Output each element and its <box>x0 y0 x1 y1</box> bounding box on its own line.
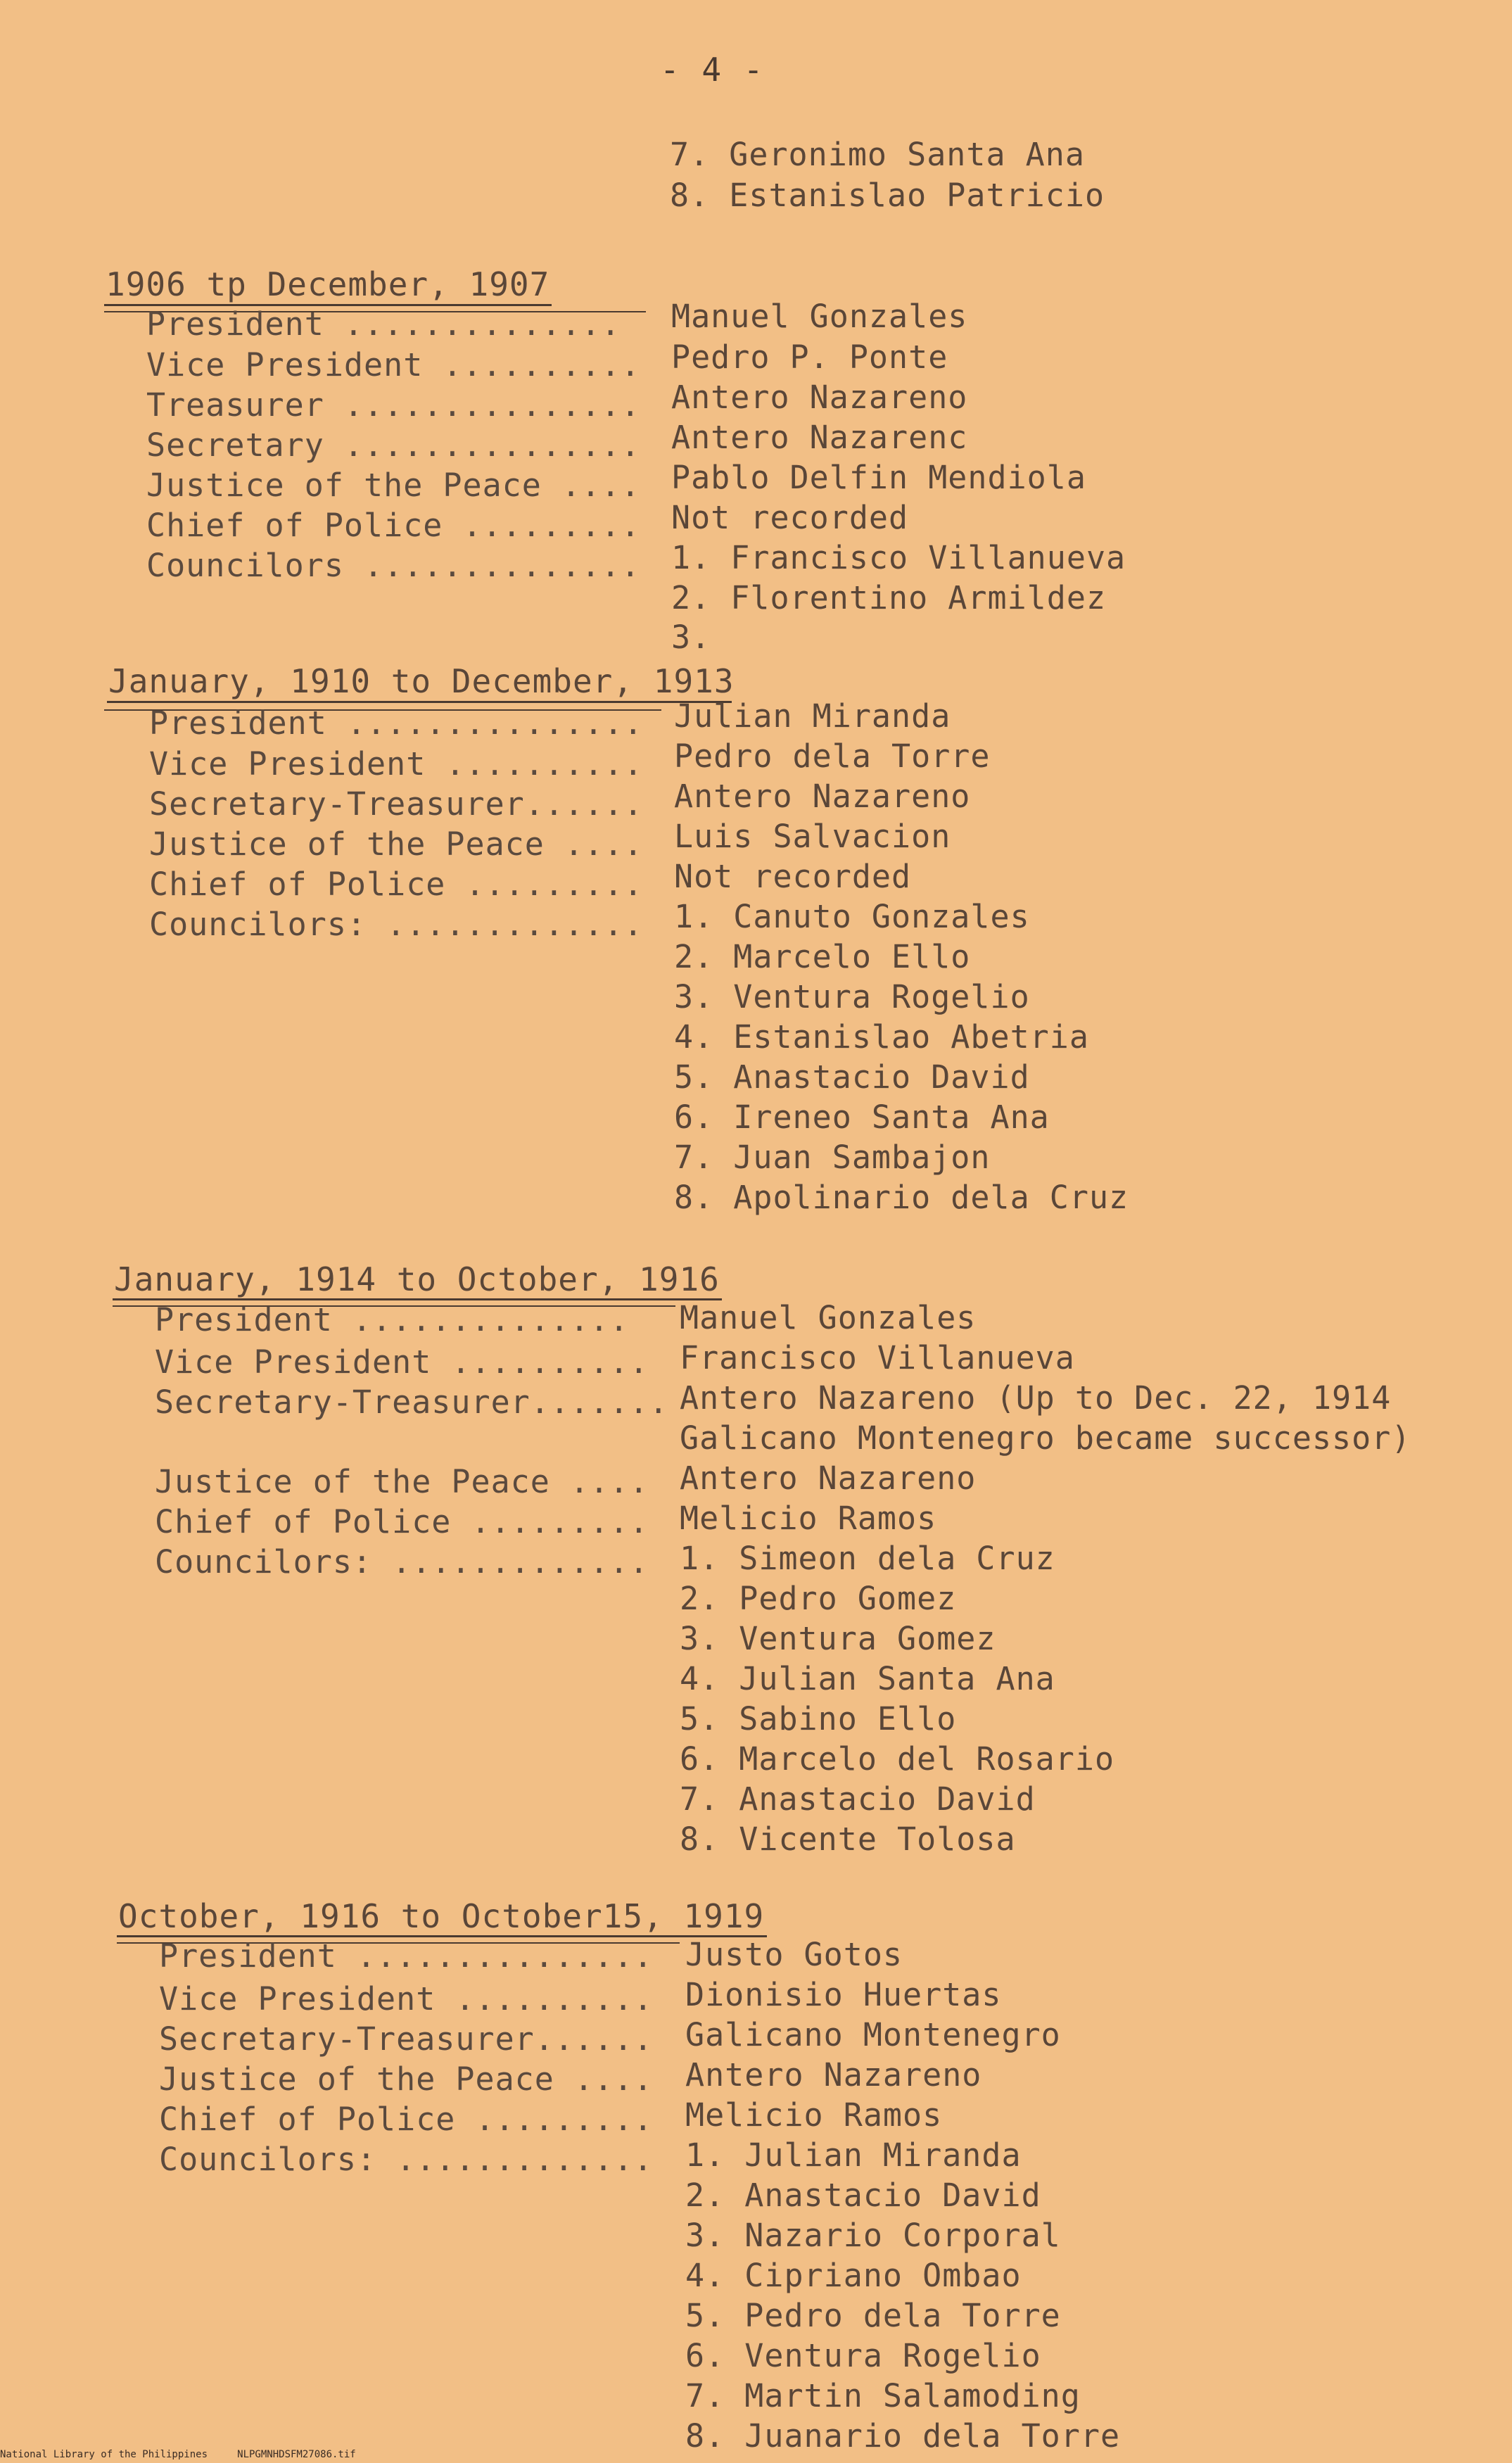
official-name: Galicano Montenegro <box>685 2016 1061 2053</box>
official-name: 2. Pedro Gomez <box>680 1580 957 1617</box>
role-label: President ............... <box>159 1937 654 1975</box>
role-label: Chief of Police ......... <box>155 1503 649 1540</box>
page-number: - 4 - <box>660 51 765 89</box>
official-name: Manuel Gonzales <box>671 298 968 335</box>
role-label: Treasurer ............... <box>146 386 641 424</box>
section-heading: January, 1910 to December, 1913 <box>108 662 735 700</box>
official-name: Dionisio Huertas <box>685 1976 1002 2013</box>
official-name: Antero Nazareno <box>671 379 968 416</box>
carry-over-item: 8. Estanislao Patricio <box>670 177 1105 214</box>
role-label: Secretary ............... <box>146 426 641 464</box>
role-label: Secretary-Treasurer...... <box>149 785 644 823</box>
section-heading: 1906 tp December, 1907 <box>106 265 550 303</box>
official-name: Pedro P. Ponte <box>671 338 948 376</box>
role-label: Justice of the Peace .... <box>149 825 644 863</box>
section-heading: October, 1916 to October15, 1919 <box>118 1897 765 1935</box>
official-name: 4. Estanislao Abetria <box>674 1018 1089 1056</box>
role-label: Chief of Police ......... <box>159 2101 654 2138</box>
role-label: Councilors: ............. <box>155 1543 649 1581</box>
official-name: 6. Ventura Rogelio <box>685 2337 1041 2374</box>
official-name: 3. Nazario Corporal <box>685 2217 1061 2254</box>
official-name: Antero Nazareno <box>674 778 971 815</box>
heading-underline <box>107 701 732 703</box>
official-name: Antero Nazarenc <box>671 419 968 456</box>
official-name: 5. Anastacio David <box>674 1058 1030 1096</box>
role-label: Councilors .............. <box>146 547 641 584</box>
official-name: 4. Julian Santa Ana <box>680 1660 1055 1697</box>
official-name: Antero Nazareno <box>685 2056 982 2094</box>
official-name: 1. Canuto Gonzales <box>674 898 1030 935</box>
official-name: Not recorded <box>674 858 912 895</box>
section-heading: January, 1914 to October, 1916 <box>114 1260 720 1298</box>
official-name: Luis Salvacion <box>674 818 951 855</box>
role-label: Vice President .......... <box>159 1980 654 2018</box>
role-label: Justice of the Peace .... <box>155 1463 649 1500</box>
scan-footer: National Library of the Philippines NLPGMNHDSFM27086.tif <box>0 2449 356 2460</box>
official-name: 8. Juanario dela Torre <box>685 2417 1121 2455</box>
official-name: Pablo Delfin Mendiola <box>671 459 1086 496</box>
official-name: 6. Ireneo Santa Ana <box>674 1098 1050 1136</box>
official-name: 4. Cipriano Ombao <box>685 2257 1022 2294</box>
official-name: Pedro dela Torre <box>674 737 991 775</box>
official-name: 8. Apolinario dela Cruz <box>674 1179 1129 1216</box>
official-name: Manuel Gonzales <box>680 1299 977 1336</box>
official-name: Antero Nazareno (Up to Dec. 22, 1914 <box>680 1379 1392 1417</box>
official-name: 5. Pedro dela Torre <box>685 2297 1061 2334</box>
role-label: Justice of the Peace .... <box>159 2060 654 2098</box>
official-name: 1. Francisco Villanueva <box>671 539 1126 576</box>
role-label: President ............... <box>149 704 644 742</box>
official-name: 6. Marcelo del Rosario <box>680 1740 1115 1778</box>
carry-over-item: 7. Geronimo Santa Ana <box>670 136 1085 173</box>
official-name: 3. Ventura Gomez <box>680 1620 996 1657</box>
role-label: Secretary-Treasurer....... <box>155 1384 669 1421</box>
official-name: 3. <box>671 619 711 656</box>
official-name: Melicio Ramos <box>685 2096 943 2134</box>
role-label: President .............. <box>146 305 621 343</box>
official-name: 7. Martin Salamoding <box>685 2377 1081 2414</box>
official-name: Justo Gotos <box>685 1936 903 1973</box>
role-label: Chief of Police ......... <box>146 507 641 544</box>
role-label: Secretary-Treasurer...... <box>159 2020 654 2058</box>
role-label: Vice President .......... <box>149 745 644 783</box>
role-label: Councilors: ............. <box>159 2141 654 2178</box>
role-label: Vice President .......... <box>146 346 641 384</box>
official-name: 2. Florentino Armildez <box>671 579 1107 616</box>
official-name: 1. Julian Miranda <box>685 2136 1022 2174</box>
role-label: Chief of Police ......... <box>149 866 644 903</box>
official-name: 7. Anastacio David <box>680 1780 1036 1818</box>
role-label: President .............. <box>155 1301 630 1338</box>
official-name: 2. Marcelo Ello <box>674 938 971 975</box>
official-name: 2. Anastacio David <box>685 2177 1041 2214</box>
official-name: 8. Vicente Tolosa <box>680 1821 1016 1858</box>
official-name: 3. Ventura Rogelio <box>674 978 1030 1015</box>
official-name: 7. Juan Sambajon <box>674 1139 991 1176</box>
official-name: Francisco Villanueva <box>680 1339 1075 1376</box>
official-name: Julian Miranda <box>674 697 951 735</box>
official-name: 1. Simeon dela Cruz <box>680 1540 1055 1577</box>
official-name: 5. Sabino Ello <box>680 1700 957 1737</box>
official-name: Not recorded <box>671 499 909 536</box>
official-name: Antero Nazareno <box>680 1460 977 1497</box>
official-name: Melicio Ramos <box>680 1500 937 1537</box>
role-label: Councilors: ............. <box>149 906 644 943</box>
official-name: Galicano Montenegro became successor) <box>680 1419 1411 1457</box>
role-label: Vice President .......... <box>155 1343 649 1381</box>
role-label: Justice of the Peace .... <box>146 467 641 504</box>
